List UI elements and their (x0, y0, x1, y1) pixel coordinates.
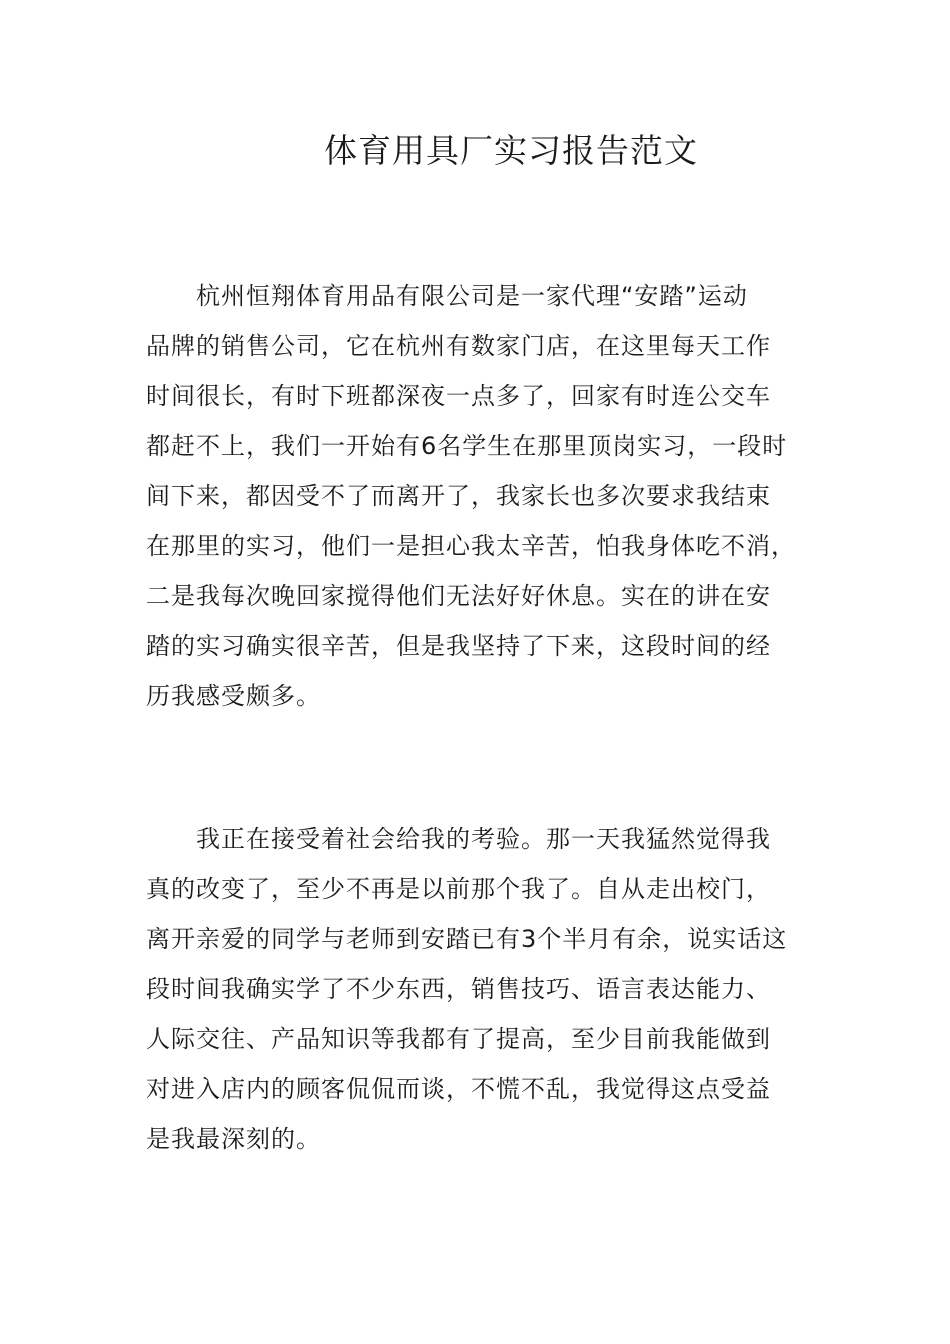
paragraph-line: 对进入店内的顾客侃侃而谈，不慌不乱，我觉得这点受益 (146, 1075, 771, 1103)
paragraph-line: 在那里的实习，他们一是担心我太辛苦，怕我身体吃不消， (146, 532, 796, 560)
document-title: 体育用具厂实习报告范文 (324, 131, 698, 170)
paragraph-line: 人际交往、产品知识等我都有了提高，至少目前我能做到 (146, 1025, 771, 1053)
paragraph-2 (146, 814, 826, 1164)
paragraph-line: 杭州恒翔体育用品有限公司是一家代理“安踏”运动 (196, 282, 748, 310)
paragraph-line: 离开亲爱的同学与老师到安踏已有3个半月有余，说实话这 (146, 925, 788, 953)
paragraph-line: 品牌的销售公司，它在杭州有数家门店，在这里每天工作 (146, 332, 771, 360)
paragraph-line: 踏的实习确实很辛苦，但是我坚持了下来，这段时间的经 (146, 632, 771, 660)
paragraph-line: 真的改变了，至少不再是以前那个我了。自从走出校门， (146, 875, 771, 903)
paragraph-line: 都赶不上，我们一开始有6名学生在那里顶岗实习，一段时 (146, 432, 788, 460)
paragraph-line: 是我最深刻的。 (146, 1125, 321, 1153)
paragraph-line: 间下来，都因受不了而离开了，我家长也多次要求我结束 (146, 482, 771, 510)
paragraph-1 (146, 271, 826, 721)
paragraph-line: 二是我每次晚回家搅得他们无法好好休息。实在的讲在安 (146, 582, 771, 610)
paragraph-line: 历我感受颇多。 (146, 682, 321, 710)
paragraph-line: 时间很长，有时下班都深夜一点多了，回家有时连公交车 (146, 382, 771, 410)
paragraph-line: 我正在接受着社会给我的考验。那一天我猛然觉得我 (196, 825, 771, 853)
paragraph-line: 段时间我确实学了不少东西，销售技巧、语言表达能力、 (146, 975, 771, 1003)
